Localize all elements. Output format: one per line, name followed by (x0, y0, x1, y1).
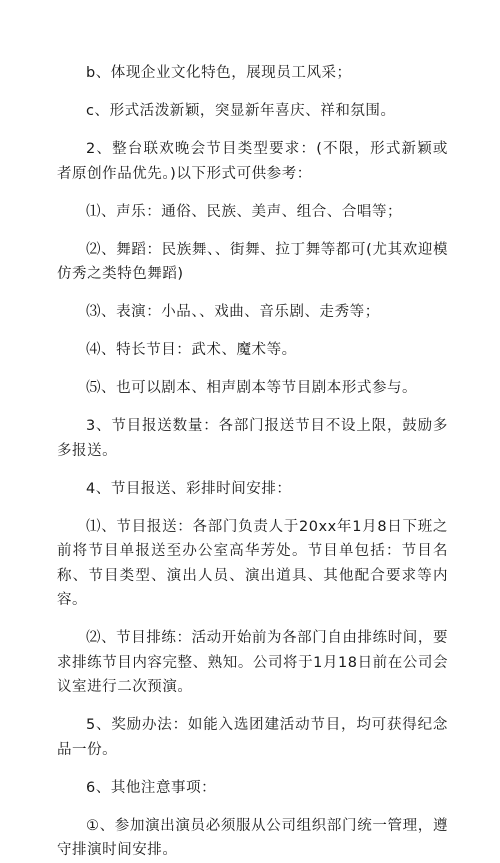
paragraph-performance: ⑶、表演：小品、、戏曲、音乐剧、走秀等； (86, 304, 380, 320)
paragraph-submission-count: 3、节目报送数量：各部门报送节目不设上限，鼓励多多报送。 (57, 418, 448, 459)
paragraph-script: ⑸、也可以剧本、相声剧本等节目剧本形式参与。 (86, 380, 418, 396)
paragraph-program-types: 2、整台联欢晚会节目类型要求：(不限，形式新颖或者原创作品优先。)以下形式可供参考： (57, 141, 448, 182)
paragraph-notes-heading: 6、其他注意事项： (86, 779, 217, 796)
paragraph-c: c、形式活泼新颖，突显新年喜庆、祥和氛围。 (86, 103, 396, 119)
paragraph-rehearsal: ⑵、节目排练：活动开始前为各部门自由排练时间，要求排练节目内容完整、熟知。公司将于1月18日前在公司会议室进行二次预演。 (57, 630, 448, 695)
paragraph-reward: 5、奖励办法：如能入选团建活动节目，均可获得纪念品一份。 (57, 717, 448, 758)
paragraph-dance: ⑵、舞蹈：民族舞、、街舞、拉丁舞等都可(尤其欢迎模仿秀之类特色舞蹈) (57, 241, 448, 282)
paragraph-special-talent: ⑷、特长节目：武术、魔术等。 (86, 342, 297, 358)
paragraph-note-1: ①、参加演出演员必须服从公司组织部门统一管理，遵守排演时间安排。 (57, 817, 448, 858)
paragraph-b: b、体现企业文化特色，展现员工风采； (86, 65, 352, 81)
paragraph-vocal: ⑴、声乐：通俗、民族、美声、组合、合唱等； (86, 203, 403, 220)
paragraph-schedule-heading: 4、节目报送、彩排时间安排： (86, 480, 292, 497)
paragraph-submission: ⑴、节目报送：各部门负责人于20xx年1月8日下班之前将节目单报送至办公室高华芳处。节目单包括：节目名称、节目类型、演出人员、演出道具、其他配合要求等内容。 (57, 518, 448, 608)
